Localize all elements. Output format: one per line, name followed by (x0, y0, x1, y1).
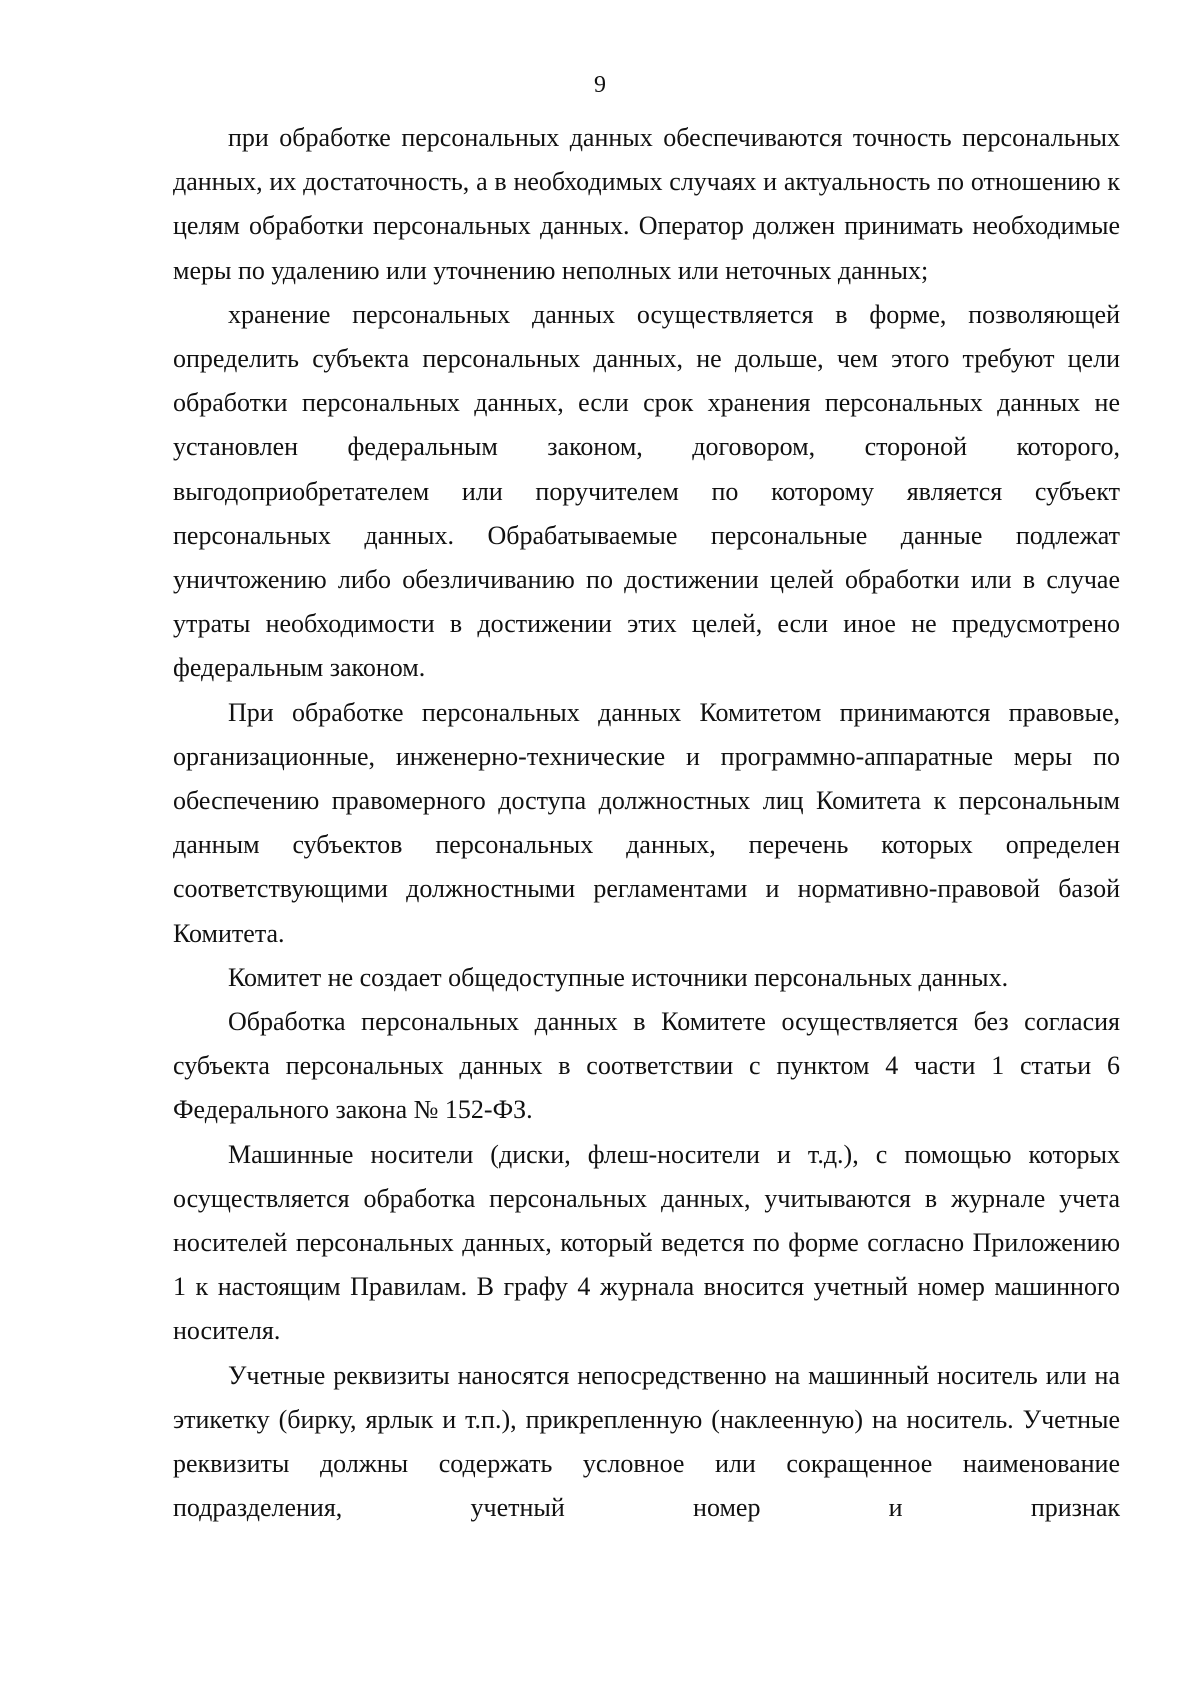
document-body (173, 116, 1120, 1531)
paragraph-public-sources: Комитет не создает общедоступные источники персональных данных. (228, 962, 1009, 992)
paragraph-protection-measures: При обработке персональных данных Комитетом принимаются правовые, организационные, инженерно-технические и программно-аппаратные меры по обеспечению правомерного доступа должностных лиц Комитета к персональным данным субъектов персональных данных, перечень которых определен соответствующими должностными регламентами и нормативно-правовой базой Комитета. (173, 697, 1120, 948)
paragraph-consent: Обработка персональных данных в Комитете осуществляется без согласия субъекта персональных данных в соответствии с пунктом 4 части 1 статьи 6 Федерального закона № 152-ФЗ. (173, 1007, 1120, 1125)
paragraph-media-accounting: Машинные носители (диски, флеш-носители и т.д.), с помощью которых осуществляется обработка персональных данных, учитываются в журнале учета носителей персональных данных, который ведется по форме согласно Приложению 1 к настоящим Правилам. В графу 4 журнала вносится учетный номер машинного носителя. (173, 1139, 1120, 1346)
page-number: 9 (594, 72, 606, 98)
paragraph-storage: хранение персональных данных осуществляется в форме, позволяющей определить субъекта персональных данных, не дольше, чем этого требуют цели обработки персональных данных, если срок хранения персональных данных не установлен федеральным законом, договором, стороной которого, выгодоприобретателем или поручителем по которому является субъект персональных данных. Обрабатываемые персональные данные подлежат уничтожению либо обезличиванию по достижении целей обработки или в случае утраты необходимости в достижении этих целей, если иное не предусмотрено федеральным законом. (173, 299, 1120, 683)
paragraph-accuracy: при обработке персональных данных обеспечиваются точность персональных данных, их достаточность, а в необходимых случаях и актуальность по отношению к целям обработки персональных данных. Оператор должен принимать необходимые меры по удалению или уточнению неполных или неточных данных; (173, 123, 1120, 285)
paragraph-media-labels: Учетные реквизиты наносятся непосредственно на машинный носитель или на этикетку (бирку, ярлык и т.п.), прикрепленную (наклеенную) на носитель. Учетные реквизиты должны содержать условное или сокращенное наименование подразделения, учетный номер и признак (173, 1360, 1120, 1523)
